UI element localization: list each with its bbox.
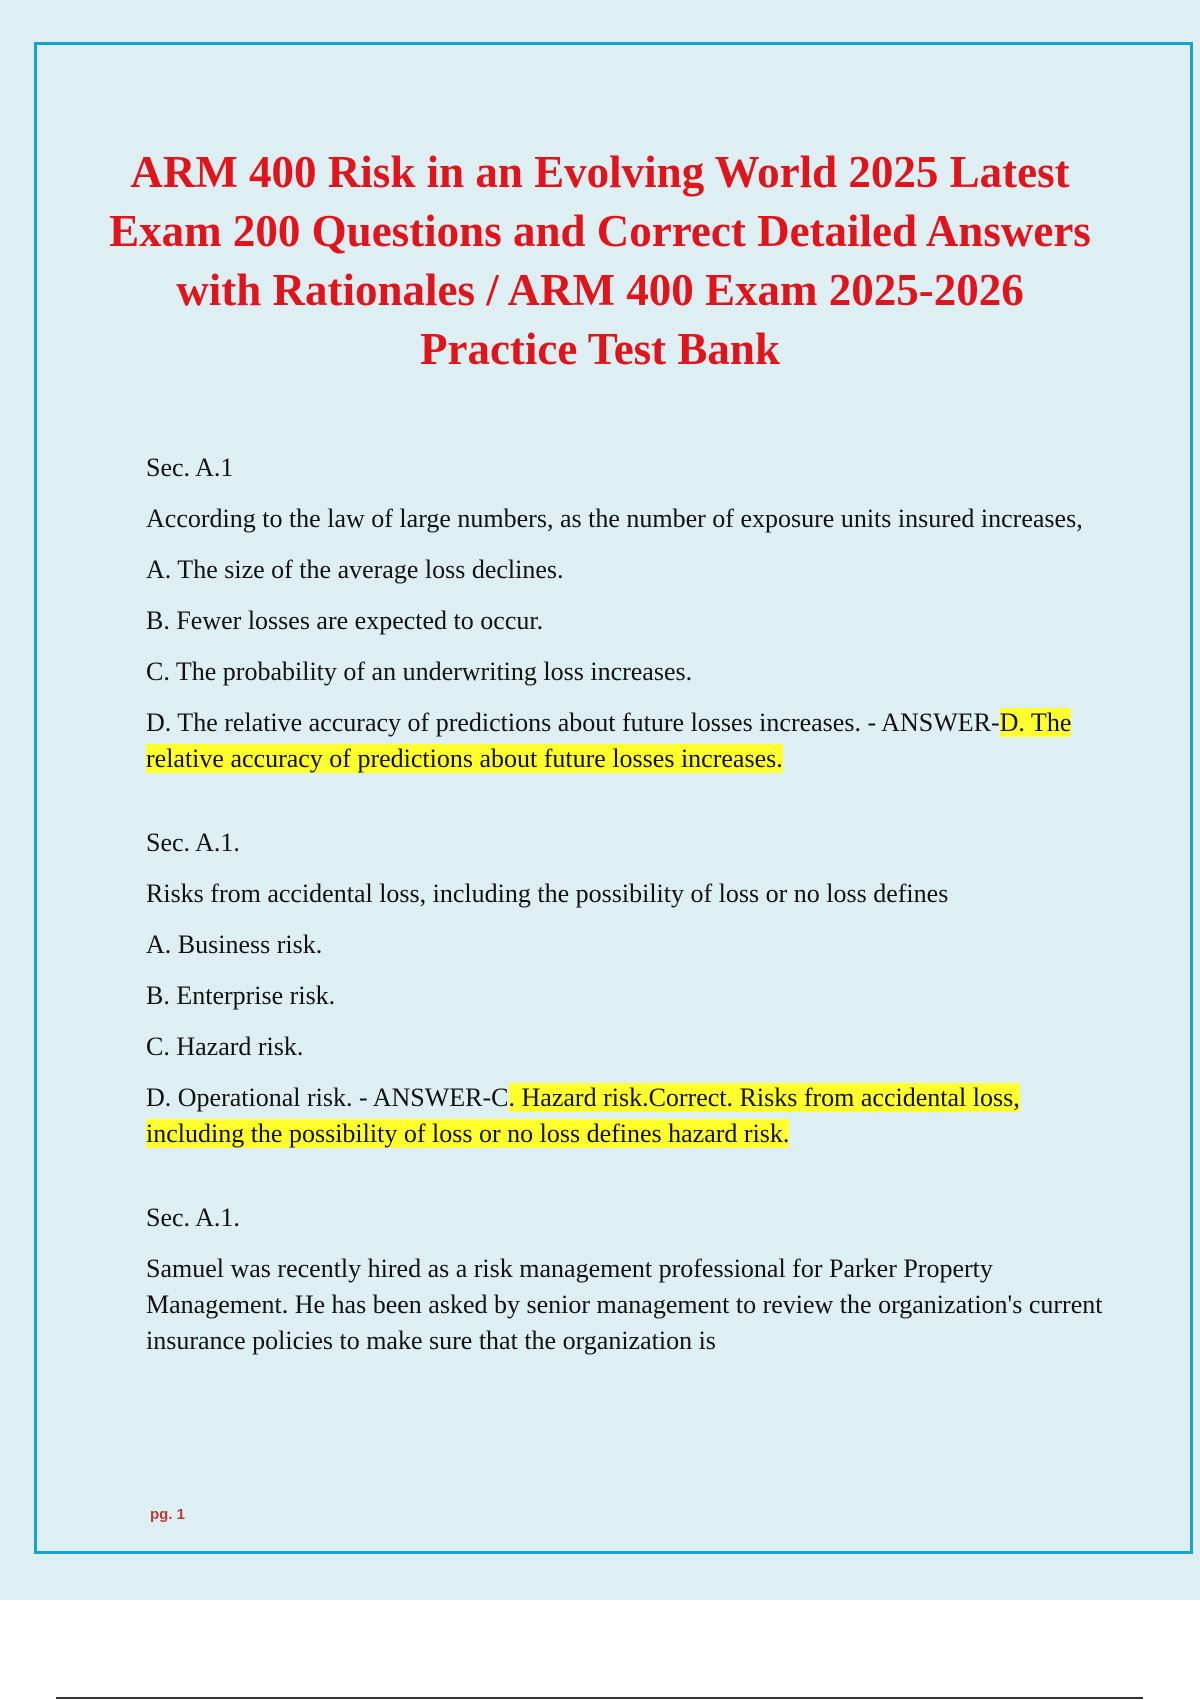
- option-c: C. The probability of an underwriting loss increases.: [146, 657, 693, 686]
- question-text: According to the law of large numbers, as the number of exposure units insured increases,: [146, 504, 1083, 533]
- page-number: pg. 1: [150, 1506, 186, 1523]
- question-block-2: [146, 825, 1106, 1152]
- option-d: D. Operational risk. - ANSWER-C: [146, 1083, 509, 1112]
- question-text: Risks from accidental loss, including the possibility of loss or no loss defines: [146, 879, 949, 908]
- option-d: D. The relative accuracy of predictions about future losses increases. - ANSWER-: [146, 708, 1000, 737]
- option-c: C. Hazard risk.: [146, 1032, 304, 1061]
- option-d-with-answer: [146, 705, 1106, 777]
- question-text: Samuel was recently hired as a risk management professional for Parker Property Management. He has been asked by senior management to review the organization's current insurance policies to make sure that the organization is: [146, 1254, 1103, 1355]
- question-list: [146, 450, 1106, 1407]
- answer-highlight: D. The relative accuracy of predictions about future losses increases.: [146, 708, 1072, 773]
- document-title: ARM 400 Risk in an Evolving World 2025 Latest Exam 200 Questions and Correct Detailed Answers with Rationales / ARM 400 Exam 2025-2026 Practice Test Bank: [109, 147, 1091, 374]
- answer-highlight: . Hazard risk.Correct. Risks from accidental loss, including the possibility of loss or no loss defines hazard risk.: [146, 1083, 1020, 1148]
- question-block-3: [146, 1200, 1106, 1359]
- section-label: Sec. A.1.: [146, 828, 240, 857]
- option-a: A. Business risk.: [146, 930, 323, 959]
- section-label: Sec. A.1: [146, 453, 234, 482]
- option-a: A. The size of the average loss declines.: [146, 555, 564, 584]
- bottom-divider: [56, 1697, 1143, 1699]
- section-label: Sec. A.1.: [146, 1203, 240, 1232]
- question-block-1: [146, 450, 1106, 777]
- option-b: B. Fewer losses are expected to occur.: [146, 606, 544, 635]
- option-b: B. Enterprise risk.: [146, 981, 336, 1010]
- option-d-with-answer: [146, 1080, 1106, 1152]
